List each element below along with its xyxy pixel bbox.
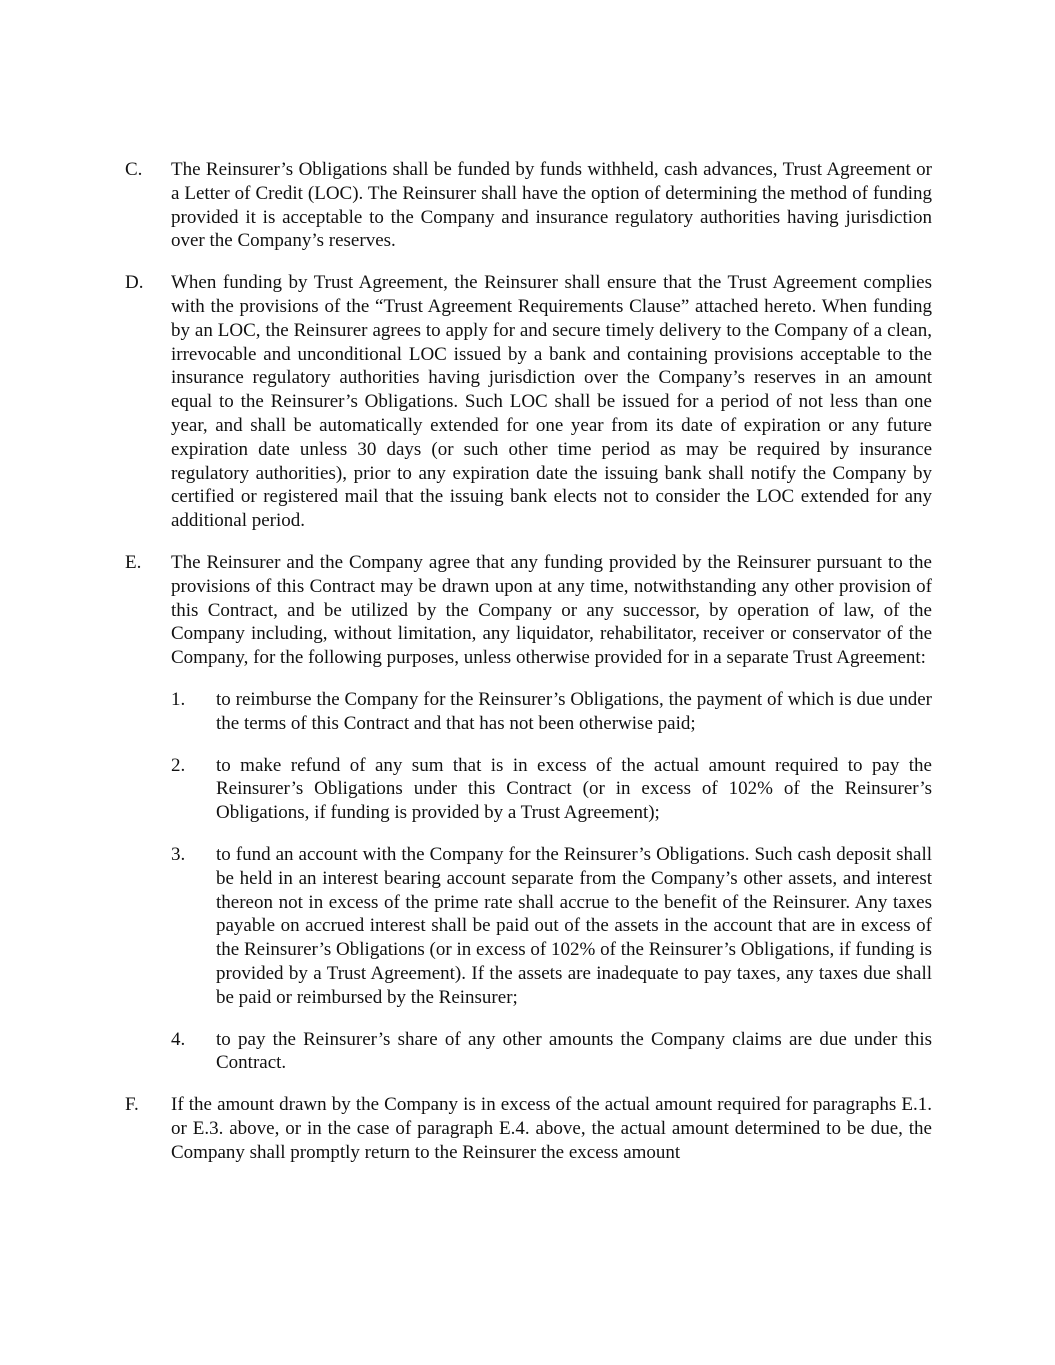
- document-body: [125, 158, 932, 1182]
- paragraph-text: If the amount drawn by the Company is in excess of the actual amount required for paragraphs E.1. or E.3. above, or in the case of paragraph E.4. above, the actual amount determined to be due, the Company shall promptly return to the Reinsurer the excess amount: [171, 1094, 932, 1163]
- paragraph-f: [125, 1093, 932, 1164]
- paragraph-text: When funding by Trust Agreement, the Reinsurer shall ensure that the Trust Agreement complies with the provisions of the “Trust Agreement Requirements Clause” attached hereto. When funding by an LOC, the Reinsurer agrees to apply for and secure timely delivery to the Company of a clean, irrevocable and unconditional LOC issued by a bank and containing provisions acceptable to the insurance regulatory authorities having jurisdiction over the Company’s reserves in an amount equal to the Reinsurer’s Obligations. Such LOC shall be issued for a period of not less than one year, and shall be automatically extended for one year from its date of expiration or any future expiration date unless 30 days (or such other time period as may be required by insurance regulatory authorities), prior to any expiration date the issuing bank shall notify the Company by certified or registered mail that the issuing bank elects not to consider the LOC extended for any additional period.: [171, 272, 932, 532]
- subparagraph-text: to make refund of any sum that is in excess of the actual amount required to pay the Reinsurer’s Obligations under this Contract (or in excess of 102% of the Reinsurer’s Obligations, if funding is provided by a Trust Agreement);: [216, 754, 932, 824]
- subparagraph-label: 4.: [171, 1028, 186, 1050]
- subparagraph-text: to pay the Reinsurer’s share of any other amounts the Company claims are due under this Contract.: [216, 1028, 932, 1074]
- subparagraph-text: to fund an account with the Company for the Reinsurer’s Obligations. Such cash deposit shall be held in an interest bearing account separate from the Company’s other assets, and interest thereon not in excess of the prime rate shall accrue to the benefit of the Reinsurer. Any taxes payable on accrued interest shall be paid out of the assets in the account that are in excess of the Reinsurer’s Obligations (or in excess of 102% of the Reinsurer’s Obligations, if funding is provided by a Trust Agreement). If the assets are inadequate to pay taxes, any taxes due shall be paid or reimbursed by the Reinsurer;: [216, 843, 932, 1008]
- paragraph-label: C.: [125, 159, 143, 180]
- subparagraph-text: to reimburse the Company for the Reinsurer’s Obligations, the payment of which is due under the terms of this Contract and that has not been otherwise paid;: [216, 688, 932, 734]
- paragraph-label: E.: [125, 551, 142, 573]
- subparagraph-label: 3.: [171, 843, 186, 865]
- subparagraph-e3: [171, 843, 932, 1010]
- paragraph-e: [125, 551, 932, 670]
- paragraph-text: The Reinsurer’s Obligations shall be funded by funds withheld, cash advances, Trust Agreement or a Letter of Credit (LOC). The Reinsurer shall have the option of determining the method of funding provided it is acceptable to the Company and insurance regulatory authorities having jurisdiction over the Company’s reserves.: [171, 159, 932, 252]
- subparagraph-e2: [171, 754, 932, 825]
- subparagraph-label: 1.: [171, 688, 186, 710]
- paragraph-label: F.: [125, 1094, 139, 1116]
- subparagraph-e1: [171, 688, 932, 736]
- paragraph-c: [125, 158, 932, 253]
- subparagraph-e4: [171, 1028, 932, 1076]
- paragraph-text: The Reinsurer and the Company agree that any funding provided by the Reinsurer pursuant to the provisions of this Contract may be drawn upon at any time, notwithstanding any other provision of this Contract, and be utilized by the Company or any successor, by operation of law, of the Company including, without limitation, any liquidator, rehabilitator, receiver or conservator of the Company, for the following purposes, unless otherwise provided for in a separate Trust Agreement:: [171, 551, 932, 669]
- subparagraph-label: 2.: [171, 754, 186, 776]
- paragraph-label: D.: [125, 272, 144, 294]
- paragraph-d: [125, 271, 932, 533]
